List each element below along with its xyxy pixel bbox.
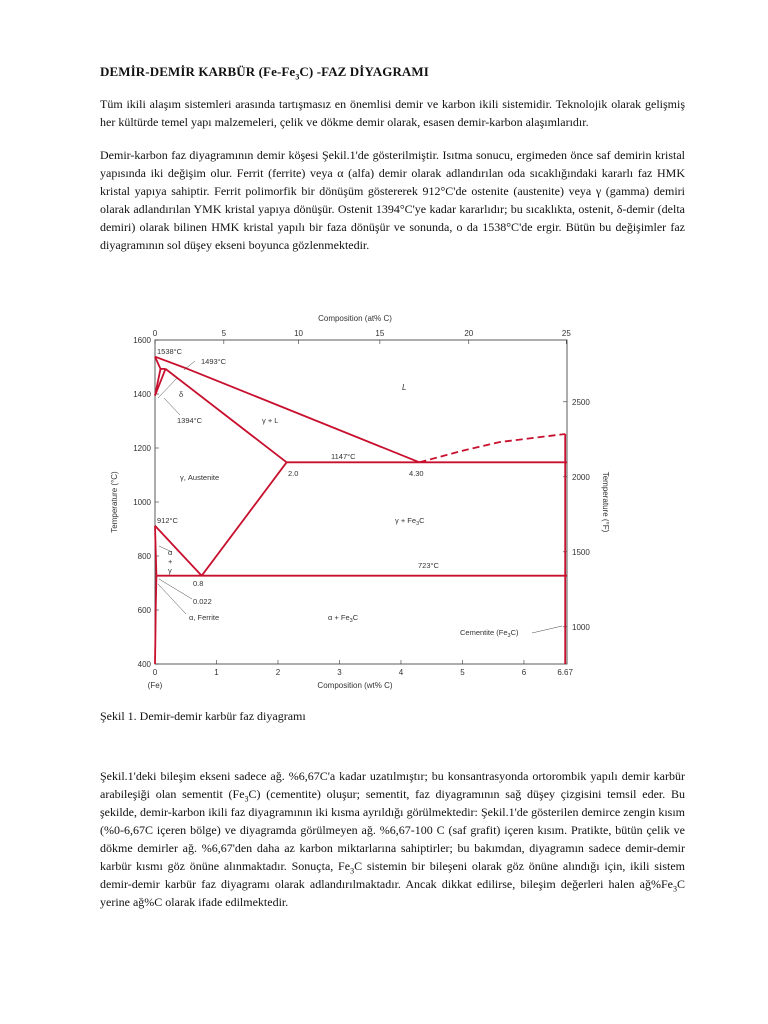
region-liquid: L [402,383,407,392]
region-gamma-small: γ [168,566,172,575]
label-1493: 1493°C [201,357,227,366]
x-top-tick-label: 5 [221,329,227,338]
x-bottom-tick-label: 5 [460,668,465,677]
phase-diagram-figure [100,302,620,694]
y-right-tick-label: 1000 [572,622,590,632]
paragraph-intro: Tüm ikili alaşım sistemleri arasında tartışmasız en önemlisi demir ve karbon ikili sistemidir. Teknolojik olarak gelişmiş her kültürde temel yapı malzemeleri, çelik ve dökme demir olarak, esasen demir-karbon alaşımlarıdır. [100,97,685,129]
region-gamma-cementite-a: γ + Fe [395,516,417,525]
y-left-label: Temperature (°C) [110,471,119,533]
region-delta: δ [179,390,184,399]
y-right-tick-label: 2500 [572,397,590,407]
x-top-tick-label: 0 [152,329,158,338]
title-subscript: 3 [295,72,300,82]
label-1538: 1538°C [157,347,183,356]
label-0-022: 0.022 [193,597,212,606]
p3-text-4: C yerine ağ%C olarak ifade edilmektedir. [100,877,685,909]
x-bottom-tick-label: 3 [337,668,342,677]
region-austenite: γ, Austenite [180,473,220,482]
document-title [100,64,685,80]
p3-text-3: C sistemin bir bileşeni olarak göz önüne alındığı için, ikili sistem demir-demir karbür faz diyagramı olarak adlandırılmaktadır. Ancak dikkat edilirse, bileşim değerleri halen ağ%Fe [100,859,685,891]
p3-text-1: Şekil.1'deki bileşim ekseni sadece ağ. %6,67C'a kadar uzatılmıştır; bu konsantrasyonda ortorombik yapılı demir karbür arabileşiği olan sementit (Fe [100,769,685,801]
y-left-tick-label: 1400 [133,390,151,399]
region-alpha: α [168,548,173,557]
x-bottom-tick-label: 2 [275,668,281,677]
title-text-b: C) -FAZ DİYAGRAMI [299,64,429,79]
figure-caption: Şekil 1. Demir-demir karbür faz diyagramı [100,709,306,723]
label-912: 912°C [157,516,178,525]
y-right-tick-label: 1500 [572,547,590,557]
region-gamma-cementite-sub: 3 [416,521,420,527]
label-1147: 1147°C [331,452,356,461]
y-left-tick-label: 800 [137,552,151,561]
region-ferrite: α, Ferrite [189,613,220,622]
p3-sub-2: 3 [350,866,355,876]
region-cementite-a: Cementite (Fe [460,628,508,637]
x-bottom-end-label: 6.67 [557,668,573,677]
y-left-tick-label: 1200 [133,444,151,453]
x-top-tick-label: 15 [375,329,385,338]
x-bottom-tick-label: 6 [521,668,527,677]
y-left-tick-label: 600 [137,606,151,615]
title-text-a: DEMİR-DEMİR KARBÜR (Fe-Fe [100,64,296,79]
phase-diagram-chart [100,302,620,694]
region-alpha-cementite-a: α + Fe [328,613,350,622]
y-left-tick-label: 1000 [133,498,151,507]
x-top-label: Composition (at% C) [318,314,392,323]
label-0-8: 0.8 [193,579,204,588]
region-gamma-liquid: γ + L [262,416,279,425]
label-1394: 1394°C [177,416,203,425]
region-plus: + [168,557,173,566]
paragraph-composition [100,767,685,911]
region-alpha-cementite-sub: 3 [349,618,353,624]
paragraph-fe-corner: Demir-karbon faz diyagramının demir köşesi Şekil.1'de gösterilmiştir. Isıtma sonucu, ergimeden önce saf demirin kristal yapısında iki değişim olur. Ferrit (ferrite) veya α (alfa) demir olarak adlandırılan oda sıcaklığındaki kararlı faz HMK kristal yapıya sahiptir. Ferrit polimorfik bir dönüşüm göstererek 912°C'de ostenite (austenite) veya γ (gamma) demiri olarak adlandırılan YMK kristal yapıya dönüşür. Ostenit 1394°C'ye kadar kararlıdır; bu sıcaklıkta, ostenit, δ-demir (delta demiri) olarak bilinen HMK kristal yapılı bir faza dönüşür ve sonunda, o da 1538°C'de ergir. Bütün bu değişimler faz diyagramının sol düşey ekseni boyunca gözlenmektedir. [100,148,685,252]
x-bottom-tick-label: 4 [398,668,404,677]
x-top-tick-label: 25 [561,329,571,338]
x-top-tick-label: 20 [464,329,474,338]
y-right-tick-label: 2000 [572,472,590,482]
region-gamma-cementite-b: C [419,516,425,525]
label-723: 723°C [418,561,439,570]
x-origin-sublabel: (Fe) [147,681,163,690]
region-cementite-b: C) [510,628,519,637]
label-2-0: 2.0 [288,469,299,478]
region-alpha-cementite-b: C [352,613,359,622]
label-4-30: 4.30 [409,469,424,478]
y-left-tick-label: 1600 [133,336,151,345]
region-cementite-sub: 3 [507,633,511,639]
x-top-tick-label: 10 [294,329,303,338]
y-left-tick-label: 400 [137,660,151,669]
x-bottom-label: Composition (wt% C) [317,681,393,690]
p3-sub-1: 3 [244,794,249,804]
x-bottom-tick-label: 1 [214,668,219,677]
y-right-label: Temperature (°F) [601,471,610,533]
p3-text-2: C) (cementite) oluşur; sementit, faz diyagramının sağ düşey çizgisini temsil eder. Bu şekilde, demir-karbon ikili faz diyagramının iki kısma ayrıldığı görülmektedir: Şekil.1'de gösterilen demirce zengin kısım (%0-6,67C içeren bölge) ve diyagramda görülmeyen ağ. %6,67-100 C (saf grafit) içeren kısım. Pratikte, bütün çelik ve dökme demirler ağ. %6,67'den daha az karbon miktarlarına sahiptirler; bu bakımdan, diyagramın sadece demir-demir karbür kısmı göz önüne alınmaktadır. Sonuçta, Fe [100,787,686,873]
x-bottom-tick-label: 0 [152,668,158,677]
p3-sub-3: 3 [672,884,677,894]
